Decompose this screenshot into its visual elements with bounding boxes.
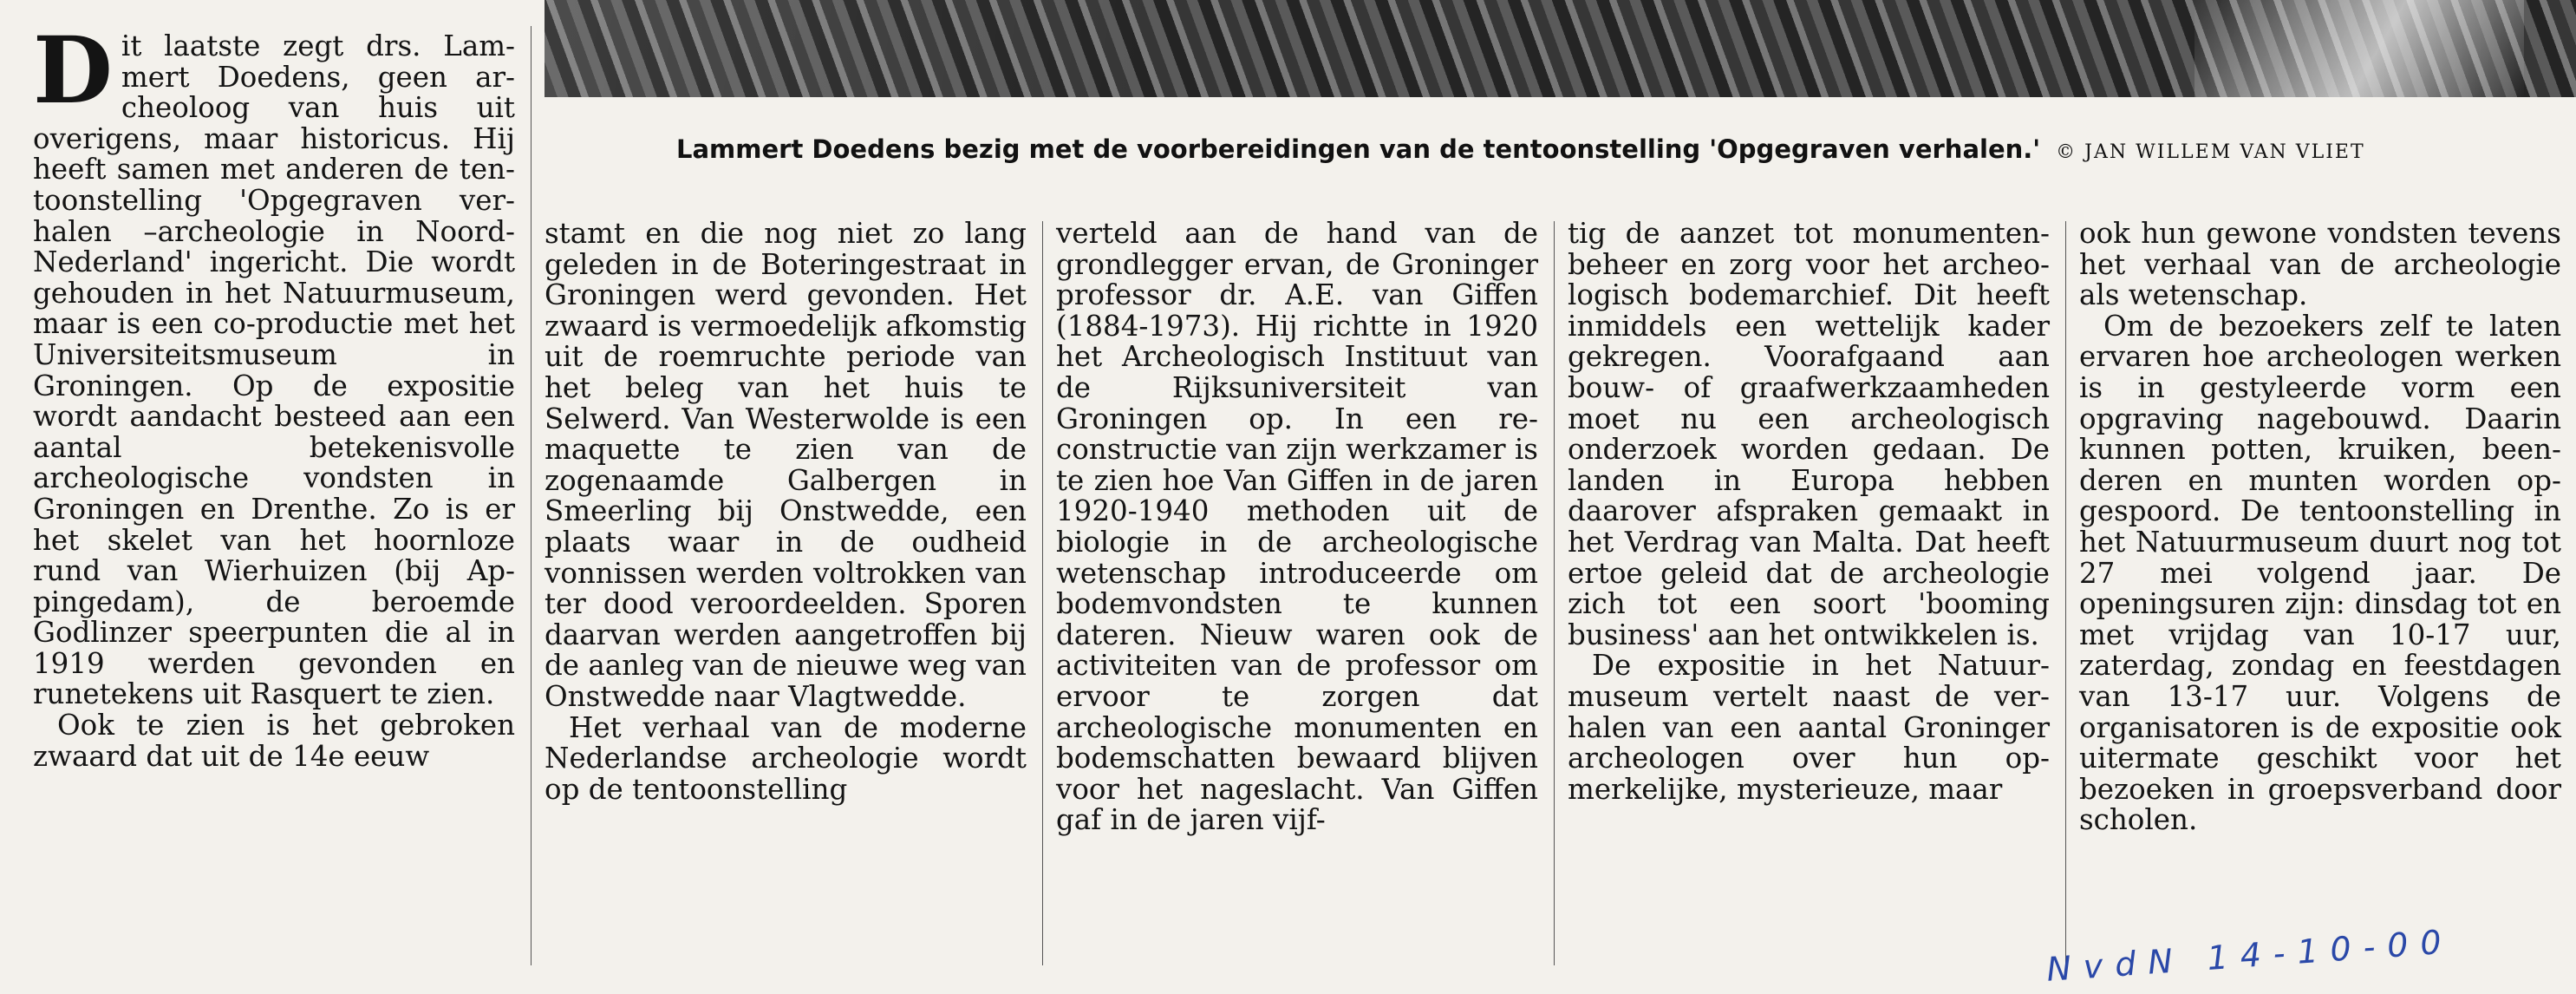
paragraph: Om de bezoekers zelf te laten ervaren hoe archeologen werken is in gestyleerde vorm een opgraving nagebouwd. Daarin kunnen potten, kruiken, beenderen en munten worden opgespoord. De tentoonstelling in het Natuurmuseum duurt nog tot 27 mei volgend jaar. De openingsuren zijn: dinsdag tot en met vrijdag van 10-17 uur, zaterdag, zondag en feestdagen van 13-17 uur. Volgens de organisatoren is de expositie ook uitermate geschikt voor het bezoeken in groepsverband door scholen. [2079,309,2561,837]
column-divider [1042,221,1043,965]
article-column-2 [545,219,1027,805]
paragraph: De expositie in het Natuurmuseum vertelt naast de verhalen van een aantal Groninger archeologen over hun opmerkelijke, mysterieuze, maar [1568,649,2050,806]
article-photo [545,0,2576,97]
article-column-1 [33,16,515,773]
paragraph: Ook te zien is het gebroken zwaard dat uit de 14e eeuw [33,709,515,773]
article-column-5 [2079,219,2561,836]
paragraph: tig de aanzet tot monumentenbeheer en zorg voor het archeologisch bodemarchief. Dit heeft inmiddels een wettelijk kader gekregen. Voorafgaand aan bouw- of graafwerkzaamheden moet nu een archeologisch onderzoek worden gedaan. De landen in Europa hebben daarover afspraken gemaakt in het Verdrag van Malta. Dat heeft ertoe geleid dat de archeologie zich tot een soort 'booming business' aan het ontwikkelen is. [1568,217,2050,651]
photo-credit: © JAN WILLEM VAN VLIET [2056,141,2365,163]
article-column-3 [1056,219,1538,836]
handwritten-date-note: NvdN 14-10-00 [2044,922,2455,989]
column-divider [1554,221,1555,965]
paragraph: ook hun gewone vondsten tevens het verhaal van de archeologie als wetenschap. [2079,217,2561,312]
drop-cap: D [33,16,113,124]
paragraph: verteld aan de hand van de grondlegger ervan, de Groninger professor dr. A.E. van Giffen (1884-1973). Hij richtte in 1920 het Archeologisch Instituut van de Rijksuniversiteit van Groningen op. In een reconstructie van zijn werkzamer is te zien hoe Van Giffen in de jaren 1920-1940 methoden uit de biologie in de archeologische wetenschap introduceerde om bodemvondsten te kunnen dateren. Nieuw waren ook de activiteiten van de professor om ervoor te zorgen dat archeologische monumenten en bodemschatten bewaard blijven voor het nageslacht. Van Giffen gaf in de jaren vijf- [1056,217,1538,837]
paragraph: stamt en die nog niet zo lang geleden in de Boteringestraat in Groningen werd gevonden. Het zwaard is vermoedelijk afkomstig uit de roemruchte periode van het beleg van het huis te Selwerd. Van Westerwolde is een maquette te zien van de zogenaamde Galbergen in Smeerling bij Onstwedde, een plaats waar in de oudheid vonnissen werden voltrokken van ter dood veroordeelden. Sporen daarvan werden aangetroffen bij de aanleg van de nieuwe weg van Onstwedde naar Vlagtwedde. [545,217,1027,713]
photo-caption [676,132,2514,167]
caption-text: Lammert Doedens bezig met de voorbereidingen van de tentoonstelling 'Opgegraven verhalen.' [676,134,2041,164]
article-column-4 [1568,219,2050,805]
column-divider [531,26,532,965]
paragraph: it laatste zegt drs. Lammert Doedens, geen archeoloog van huis uit overigens, maar historicus. Hij heeft samen met anderen de tentoonstelling 'Opgegraven verhalen –archeologie in Noord-Nederland' ingericht. Die wordt gehouden in het Natuurmuseum, maar is een co-productie met het Universiteitsmuseum in Groningen. Op de expositie wordt aandacht besteed aan een aantal betekenisvolle archeologische vondsten in Groningen en Drenthe. Zo is er het skelet van het hoornloze rund van Wierhuizen (bij Appingedam), de beroemde Godlinzer speerpunten die al in 1919 werden gevonden en runetekens uit Rasquert te zien. [33,29,515,711]
column-divider [2065,221,2066,965]
paragraph: Het verhaal van de moderne Nederlandse archeologie wordt op de tentoonstelling [545,710,1027,806]
